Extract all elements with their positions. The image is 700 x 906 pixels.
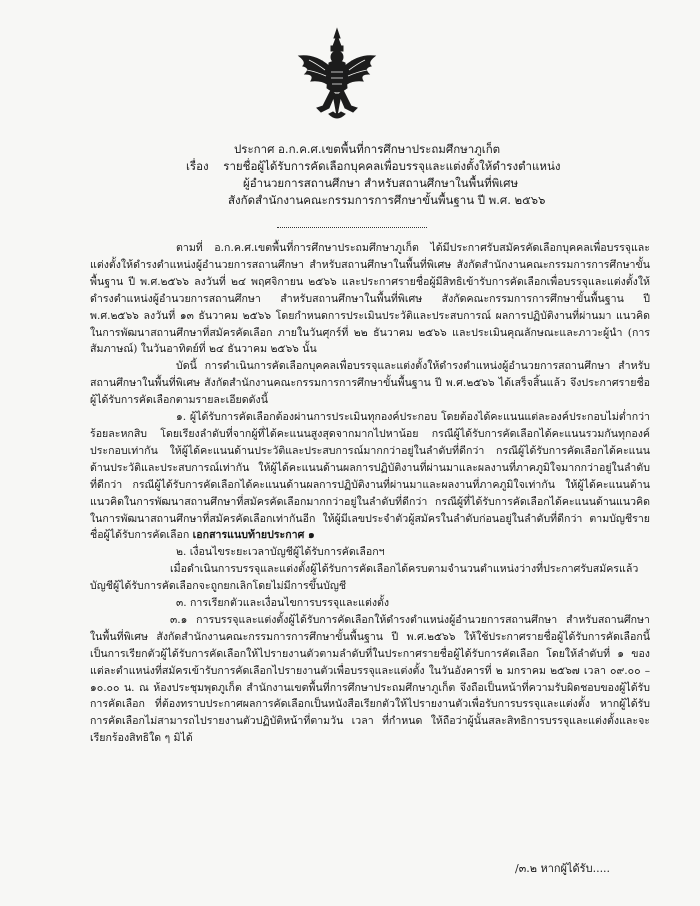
continuation-note: /๓.๒ หากผู้ได้รับ..... [515,862,611,875]
separator-rule [277,227,427,228]
section-2-title: ๒. เงื่อนไขระยะเวลาบัญชีผู้ได้รับการคัดเลือกฯ [176,546,385,559]
document-body [90,234,650,747]
paragraph-intro: ตามที่ อ.ก.ค.ศ.เขตพื้นที่การศึกษาประถมศึกษาภูเก็ต ได้มีประกาศรับสมัครคัดเลือกบุคคลเพื่อบรรจุและแต่งตั้งให้ดำรงตำแหน่งผู้อำนวยการสถานศึกษา สำหรับสถานศึกษาในพื้นที่พิเศษ สังกัดสำนักงานคณะกรรมการการศึกษาขั้นพื้นฐาน ปี พ.ศ.๒๕๖๖ ลงวันที่ ๒๔ พฤศจิกายน ๒๕๖๖ และประกาศรายชื่อผู้มีสิทธิเข้ารับการคัดเลือกเพื่อบรรจุและแต่งตั้งให้ดำรงตำแหน่งผู้อำนวยการสถานศึกษา สำหรับสถานศึกษาในพื้นที่พิเศษ สังกัดคณะกรรมการการศึกษาขั้นพื้นฐาน ปี พ.ศ.๒๕๖๖ ลงวันที่ ๑๓ ธันวาคม ๒๕๖๖ โดยกำหนดการประเมินประวัติและประสบการณ์ ผลการปฏิบัติงานที่ผ่านมา แนวคิดในการพัฒนาสถานศึกษาที่สมัครคัดเลือก ภายในวันศุกร์ที่ ๒๒ ธันวาคม ๒๕๖๖ และประเมินคุณลักษณะและภาวะผู้นำ (การสัมภาษณ์) ในวันอาทิตย์ที่ ๒๔ ธันวาคม ๒๕๖๖ นั้น [90,242,650,356]
subject-label: เรื่อง [186,159,209,173]
section-2-text: เมื่อดำเนินการบรรจุและแต่งตั้งผู้ได้รับการคัดเลือกได้ครบตามจำนวนตำแหน่งว่างที่ประกาศรับสมัครแล้ว บัญชีผู้ได้รับการคัดเลือกจะถูกยกเลิกโดยไม่มีการขึ้นบัญชี [90,563,639,593]
section-1: ๑. ผู้ได้รับการคัดเลือกต้องผ่านการประเมินทุกองค์ประกอบ โดยต้องได้คะแนนแต่ละองค์ประกอบไม่ต่ำกว่าร้อยละหกสิบ โดยเรียงลำดับที่จากผู้ที่ได้คะแนนสูงสุดจากมากไปหาน้อย กรณีผู้ได้รับการคัดเลือกได้คะแนนรวมกันทุกองค์ประกอบเท่ากัน ให้ผู้ได้คะแนนด้านประวัติและประสบการณ์มากกว่าอยู่ในลำดับที่ดีกว่า กรณีผู้ได้รับการคัดเลือกได้คะแนนด้านประวัติและประสบการณ์เท่ากัน ให้ผู้ได้คะแนนด้านผลการปฏิบัติงานที่ผ่านมาและผลงานที่ภาคภูมิใจมากกว่าอยู่ในลำดับที่ดีกว่า กรณีผู้ได้รับการคัดเลือกได้คะแนนด้านผลการปฏิบัติงานที่ผ่านมาและผลงานที่ภาคภูมิใจเท่ากัน ให้ผู้ได้คะแนนด้านแนวคิดในการพัฒนาสถานศึกษาที่สมัครคัดเลือกมากกว่าอยู่ในลำดับที่ดีกว่า กรณีผู้ที่ได้รับการคัดเลือกได้คะแนนด้านแนวคิดในการพัฒนาสถานศึกษาที่สมัครคัดเลือกเท่ากันอีก ให้ผู้มีเลขประจำตัวผู้สมัครในลำดับก่อนอยู่ในลำดับที่ดีกว่า ตามบัญชีรายชื่อผู้ได้รับการคัดเลือก เอกสารแนบท้ายประกาศ ๑ [90,411,650,542]
paragraph-now: บัดนี้ การดำเนินการคัดเลือกบุคคลเพื่อบรรจุและแต่งตั้งให้ดำรงตำแหน่งผู้อำนวยการสถานศึกษา สำหรับสถานศึกษาในพื้นที่พิเศษ สังกัดสำนักงานคณะกรรมการการศึกษาขั้นพื้นฐาน ปี พ.ศ.๒๕๖๖ ได้เสร็จสิ้นแล้ว จึงประกาศรายชื่อผู้ได้รับการคัดเลือกตามรายละเอียดดังนี้ [90,360,650,407]
section-3-1-text: ๓.๑ การบรรจุและแต่งตั้งผู้ได้รับการคัดเลือกให้ดำรงตำแหน่งผู้อำนวยการสถานศึกษา สำหรับสถานศึกษาในพื้นที่พิเศษ สังกัดสำนักงานคณะกรรมการการศึกษาขั้นพื้นฐาน ปี พ.ศ.๒๕๖๖ ให้ใช้ประกาศรายชื่อผู้ได้รับการคัดเลือกนี้เป็นการเรียกตัวผู้ได้รับการคัดเลือกให้ไปรายงานตัวตามลำดับที่ในประกาศรายชื่อผู้ได้รับการคัดเลือก โดยให้ลำดับที่ ๑ ของแต่ละตำแหน่งที่สมัครเข้ารับการคัดเลือกไปรายงานตัวเพื่อบรรจุและแต่งตั้ง ในวันอังคารที่ ๒ มกราคม ๒๕๖๗ เวลา ๐๙.๐๐ – ๑๐.๐๐ น. ณ ห้องประชุมพุดภูเก็ต สำนักงานเขตพื้นที่การศึกษาประถมศึกษาภูเก็ต จึงถือเป็นหน้าที่ความรับผิดชอบของผู้ได้รับการคัดเลือก ที่ต้องทราบประกาศผลการคัดเลือกเป็นหนังสือเรียกตัวให้ไปรายงานตัวเพื่อรับการบรรจุและแต่งตั้ง หากผู้ได้รับการคัดเลือกไม่สามารถไปรายงานตัวปฏิบัติหน้าที่ตามวัน เวลา ที่กำหนด ให้ถือว่าผู้นั้นสละสิทธิการบรรจุและแต่งตั้งและจะเรียกร้องสิทธิใด ๆ มิได้ [90,613,650,745]
announcement-title: ประกาศ อ.ก.ค.ศ.เขตพื้นที่การศึกษาประถมศึกษาภูเก็ต เรื่อง รายชื่อผู้ได้รับการคัดเลือกบุคคลเพื่อบรรจุและแต่งตั้งให้ดำรงตำแหน่ง ผู้อำนวยการสถานศึกษา สำหรับสถานศึกษาในพื้นที่พิเศษ สังกัดสำนักงานคณะกรรมการการศึกษาขั้นพื้นฐาน ปี พ.ศ. ๒๕๖๖ [0,141,700,209]
attachment-reference: เอกสารแนบท้ายประกาศ ๑ [192,529,315,542]
section-3-title: ๓. การเรียกตัวและเงื่อนไขการบรรจุและแต่งตั้ง [176,597,390,610]
subject-line: เรื่อง รายชื่อผู้ได้รับการคัดเลือกบุคคลเพื่อบรรจุและแต่งตั้งให้ดำรงตำแหน่ง [186,159,561,173]
garuda-emblem-icon [289,26,385,126]
